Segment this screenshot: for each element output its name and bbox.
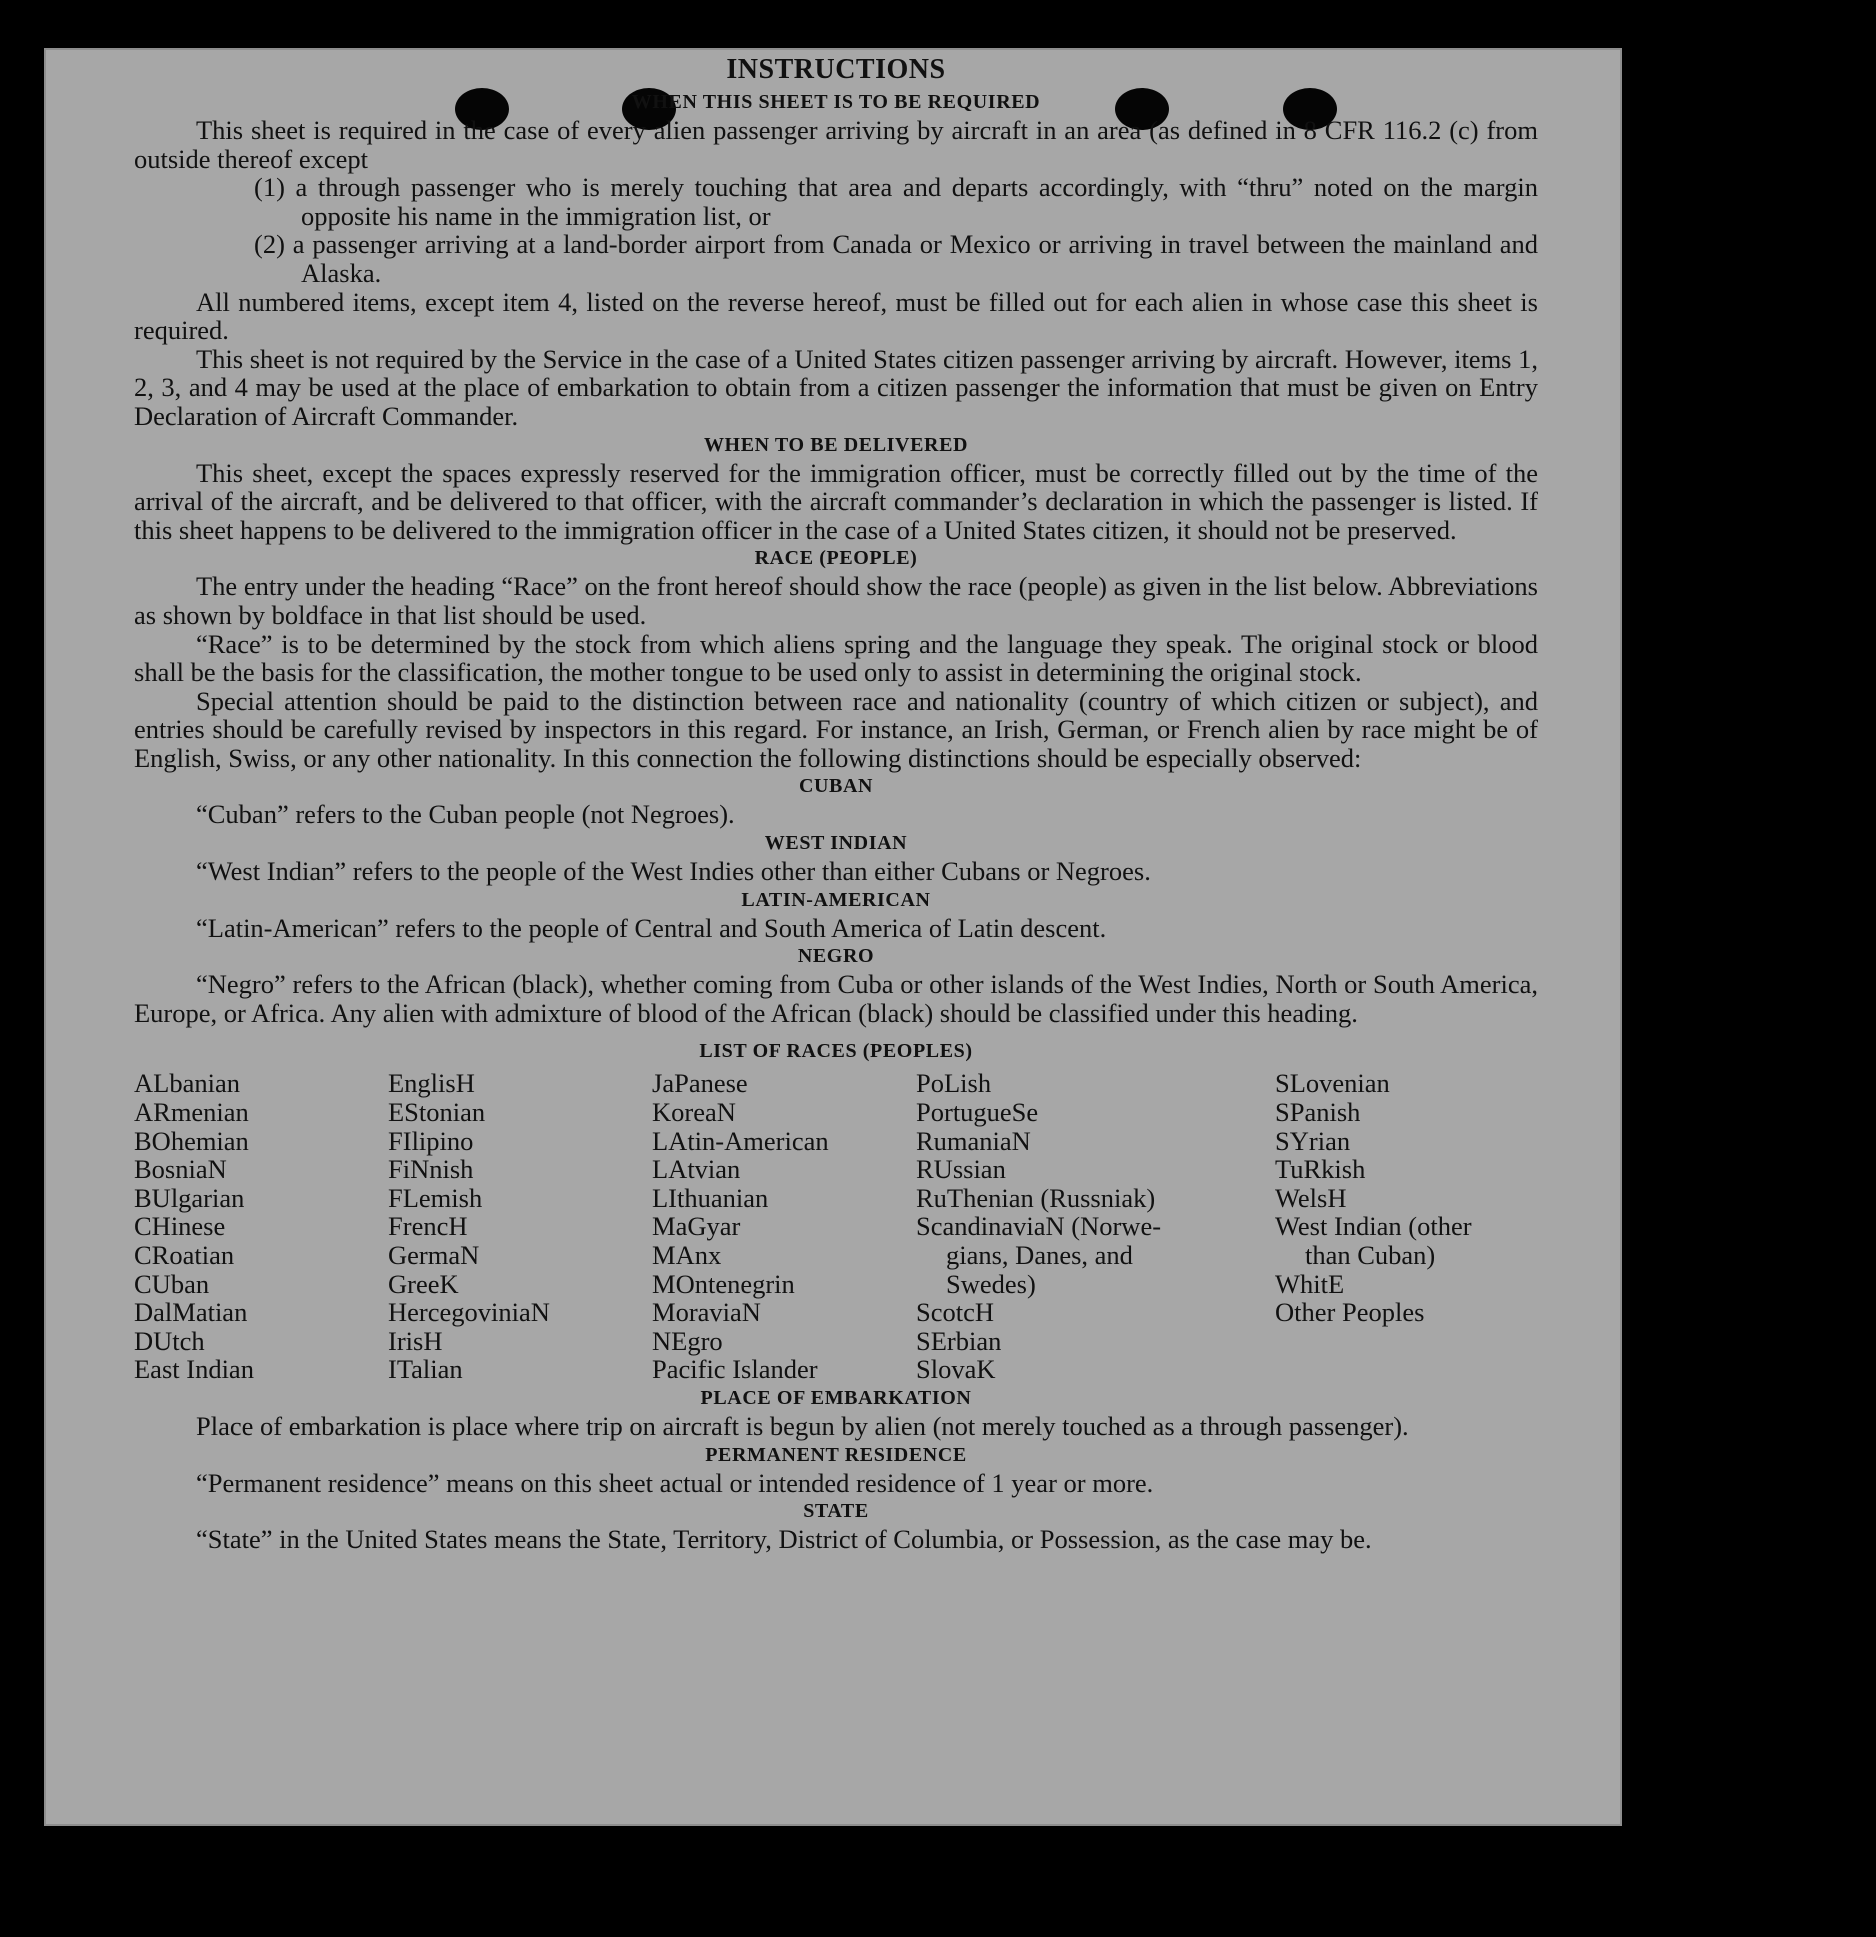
race-list	[134, 1069, 1538, 1384]
race-entry: BosniaN	[134, 1154, 227, 1185]
definition-permanent-residence: “Permanent residence” means on this sheet actual or intended residence of 1 year or more.	[196, 1467, 1154, 1498]
race-entry: LIthuanian	[652, 1182, 769, 1213]
race-entry: JaPanese	[652, 1068, 748, 1099]
paragraph: This sheet, except the spaces expressly reserved for the immigration officer, must be correctly filled out by the time of the arrival of the aircraft, and be delivered to that officer, with the aircraft commander’s declaration in which the passenger is listed. If this sheet happens to be delivered to the immigration officer in the case of a United States citizen, it should not be preserved.	[134, 457, 1538, 545]
race-entry: DalMatian	[134, 1297, 248, 1328]
race-entry: MOntenegrin	[652, 1268, 795, 1299]
heading-cuban: CUBAN	[798, 775, 874, 798]
race-entry: IrisH	[388, 1325, 443, 1356]
race-column	[1275, 1069, 1538, 1384]
race-entry: BUlgarian	[134, 1182, 245, 1213]
race-column	[388, 1069, 652, 1384]
race-entry: SLovenian	[1275, 1068, 1390, 1099]
race-entry: PoLish	[916, 1068, 992, 1099]
race-entry: SErbian	[916, 1325, 1002, 1356]
heading-place-of-embarkation: PLACE OF EMBARKATION	[700, 1386, 972, 1409]
race-entry: WelsH	[1275, 1182, 1347, 1213]
race-entry: SlovaK	[916, 1354, 996, 1385]
race-entry: NEgro	[652, 1325, 723, 1356]
race-entry: ARmenian	[134, 1097, 249, 1128]
race-entry: Pacific Islander	[652, 1354, 818, 1385]
race-entry: East Indian	[134, 1354, 254, 1385]
race-entry: CUban	[134, 1268, 210, 1299]
race-entry: EStonian	[388, 1097, 486, 1128]
paragraph: Special attention should be paid to the distinction between race and nationality (country of which citizen or subject), and entries should be carefully revised by inspectors in this regard. For instance, an Irish, German, or French alien by race might be of English, Swiss, or any other nationality. In this connection the following distinctions should be especially observed:	[134, 685, 1538, 773]
race-entry: RumaniaN	[916, 1125, 1031, 1156]
definition-negro: “Negro” refers to the African (black), whether coming from Cuba or other islands of the West Indies, North or South America, Europe, or Africa. Any alien with admixture of blood of the African (black) should be classified under this heading.	[134, 969, 1538, 1028]
paragraph: All numbered items, except item 4, listed on the reverse hereof, must be filled out for each alien in whose case this sheet is required.	[134, 286, 1538, 346]
race-entry: CRoatian	[134, 1240, 235, 1270]
race-entry: ScotcH	[916, 1297, 995, 1328]
race-entry: CHinese	[134, 1211, 226, 1242]
race-entry: ALbanian	[134, 1068, 240, 1099]
paragraph: “Race” is to be determined by the stock from which aliens spring and the language they speak. The original stock or blood shall be the basis for the classification, the mother tongue to be used only to assist in determining the original stock.	[134, 628, 1538, 688]
definition-cuban: “Cuban” refers to the Cuban people (not Negroes).	[196, 799, 735, 830]
heading-when-required: WHEN THIS SHEET IS TO BE REQUIRED	[631, 91, 1041, 113]
race-entry: MaGyar	[652, 1211, 741, 1242]
race-entry: RuThenian (Russniak)	[916, 1182, 1156, 1213]
race-entry: MAnx	[652, 1240, 722, 1270]
heading-west-indian: WEST INDIAN	[764, 832, 908, 855]
race-entry: MoraviaN	[652, 1297, 761, 1328]
heading-permanent-residence: PERMANENT RESIDENCE	[705, 1443, 967, 1466]
race-entry: DUtch	[134, 1325, 205, 1356]
race-entry: FLemish	[388, 1182, 483, 1213]
heading-when-delivered: WHEN TO BE DELIVERED	[703, 433, 969, 456]
race-entry: than Cuban)	[1305, 1240, 1436, 1270]
race-entry: EnglisH	[388, 1068, 475, 1099]
race-entry: HercegoviniaN	[388, 1297, 550, 1328]
page-title: INSTRUCTIONS	[726, 54, 946, 85]
race-entry: gians, Danes, and	[946, 1240, 1133, 1270]
race-entry: FIlipino	[388, 1125, 474, 1156]
race-entry: SYrian	[1275, 1125, 1351, 1156]
exception-item-1: (1) a through passenger who is merely touching that area and departs accordingly, with “thru” noted on the margin opposite his name in the immigration list, or	[254, 172, 1538, 231]
race-entry: WhitE	[1275, 1268, 1345, 1299]
race-column	[916, 1069, 1275, 1384]
race-entry: Other Peoples	[1275, 1297, 1425, 1328]
definition-state: “State” in the United States means the State, Territory, District of Columbia, or Possession, as the case may be.	[196, 1524, 1372, 1555]
race-entry: West Indian (other	[1275, 1211, 1472, 1242]
paragraph: Place of embarkation is place where trip on aircraft is begun by alien (not merely touched as a through passenger).	[196, 1410, 1409, 1441]
heading-negro: NEGRO	[797, 945, 875, 968]
definition-latin-american: “Latin-American” refers to the people of Central and South America of Latin descent.	[196, 912, 1107, 943]
heading-list-of-races: LIST OF RACES (PEOPLES)	[699, 1040, 973, 1063]
heading-race: RACE (PEOPLE)	[754, 547, 918, 570]
race-entry: LAtvian	[652, 1154, 741, 1185]
heading-state: STATE	[803, 1500, 869, 1523]
race-entry: GreeK	[388, 1268, 459, 1299]
race-entry: FrencH	[388, 1211, 468, 1242]
paragraph: This sheet is not required by the Service in the case of a United States citizen passenger arriving by aircraft. However, items 1, 2, 3, and 4 may be used at the place of embarkation to obtain from a citizen passenger the information that must be given on Entry Declaration of Aircraft Commander.	[134, 343, 1538, 431]
race-entry: GermaN	[388, 1240, 480, 1270]
instructions-content	[134, 52, 1538, 1554]
race-entry: KoreaN	[652, 1097, 736, 1128]
race-entry: LAtin-American	[652, 1125, 829, 1156]
race-column	[134, 1069, 388, 1384]
paragraph: This sheet is required in the case of every alien passenger arriving by aircraft in an area (as defined in 8 CFR 116.2 (c) from outside thereof except	[134, 115, 1538, 174]
race-entry: ITalian	[388, 1354, 463, 1385]
race-entry: ScandinaviaN (Norwe-	[916, 1211, 1162, 1242]
race-column	[652, 1069, 916, 1384]
race-entry: RUssian	[916, 1154, 1006, 1185]
exception-item-2: (2) a passenger arriving at a land-border airport from Canada or Mexico or arriving in travel between the mainland and Alaska.	[254, 229, 1538, 288]
race-entry: Swedes)	[946, 1268, 1036, 1299]
race-entry: SPanish	[1275, 1097, 1361, 1128]
race-entry: BOhemian	[134, 1125, 249, 1156]
race-entry: TuRkish	[1275, 1154, 1366, 1185]
race-entry: FiNnish	[388, 1154, 474, 1185]
paragraph: The entry under the heading “Race” on the front hereof should show the race (people) as given in the list below. Abbreviations as shown by boldface in that list should be used.	[134, 571, 1538, 630]
definition-west-indian: “West Indian” refers to the people of the West Indies other than either Cubans or Negroes.	[196, 856, 1151, 887]
heading-latin-american: LATIN-AMERICAN	[741, 888, 931, 911]
race-entry: PortugueSe	[916, 1097, 1039, 1128]
